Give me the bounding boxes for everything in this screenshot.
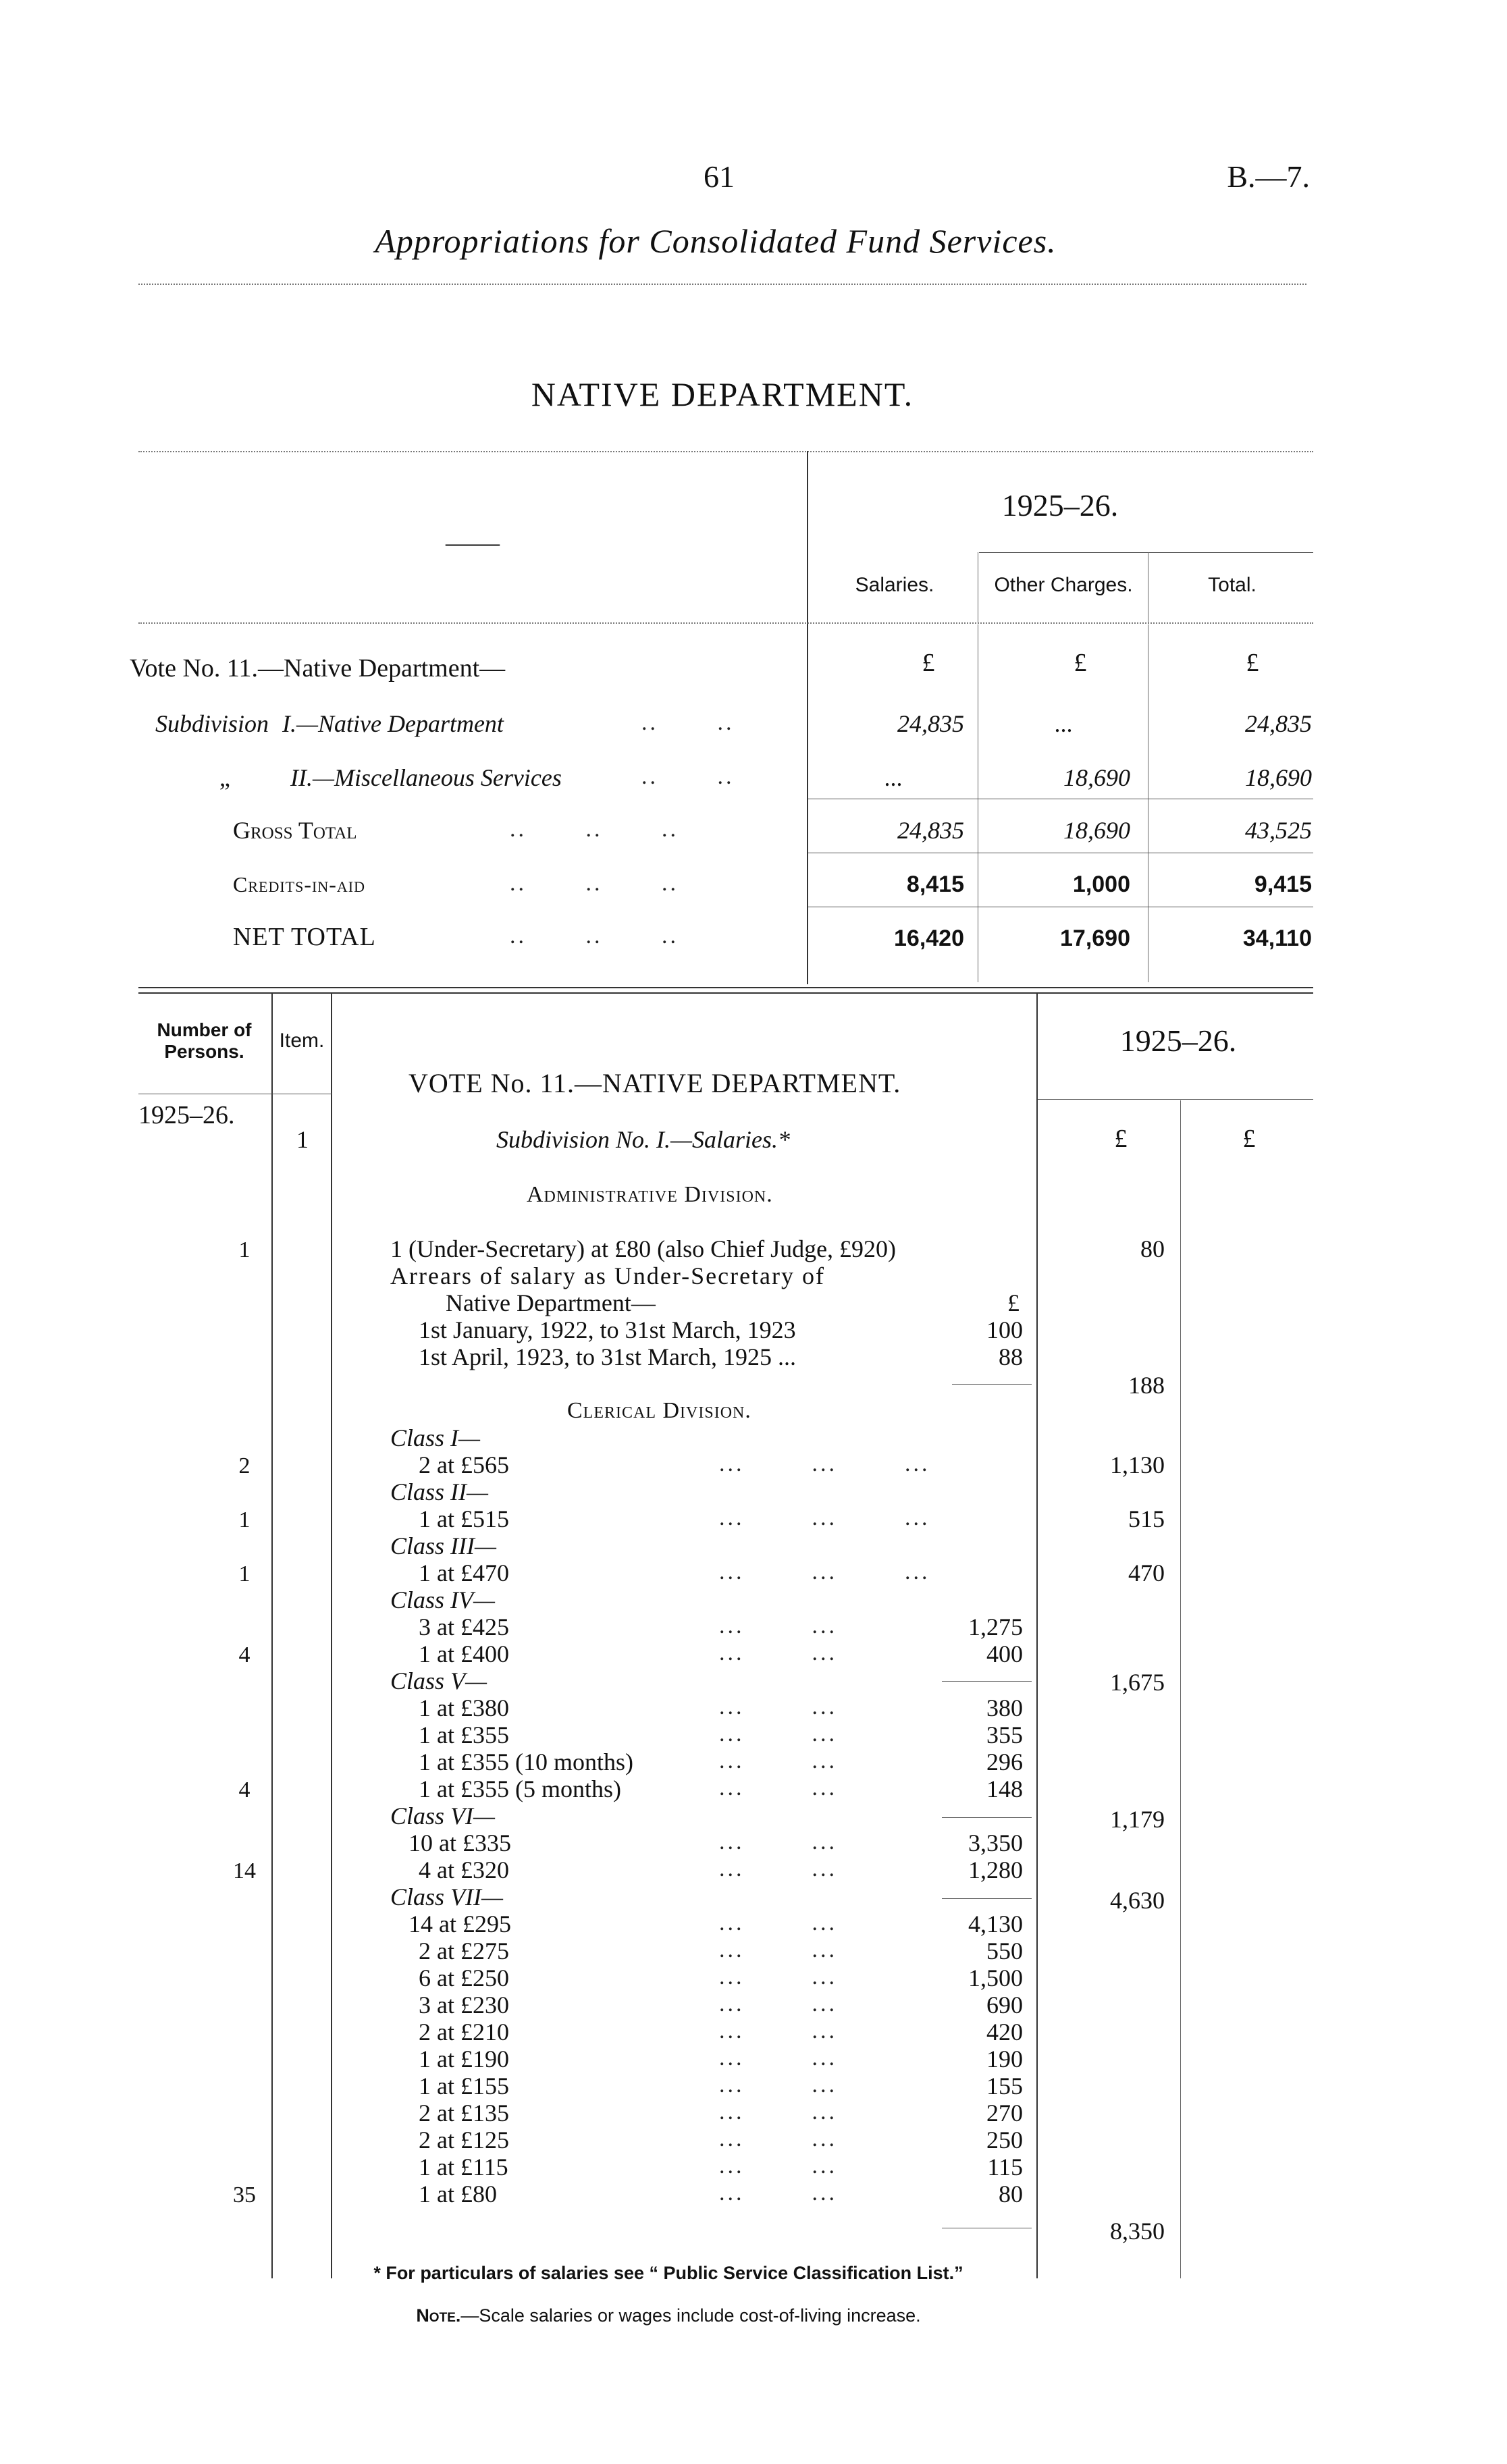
leader-dots: ... ... <box>719 1694 837 1719</box>
paper-reference: B.—7. <box>1227 159 1310 194</box>
detail-top-rule <box>138 992 1313 994</box>
salary-amount: 190 <box>986 2045 1023 2072</box>
summary-total: 34,110 <box>1242 926 1312 951</box>
salary-amount: 250 <box>986 2126 1023 2153</box>
leader-dots: ... ... <box>719 1775 837 1800</box>
vote-title: VOTE No. 11.—NATIVE DEPARTMENT. <box>408 1068 901 1098</box>
class-total: 515 <box>1128 1505 1165 1532</box>
class-heading: Class VII— <box>390 1883 504 1910</box>
summary-total: 9,415 <box>1254 872 1312 897</box>
salary-line: 2 at £210 <box>419 2018 509 2045</box>
salary-amount: 115 <box>987 2153 1023 2180</box>
summary-salaries: ... <box>884 764 903 791</box>
year-header-rule <box>1038 1099 1313 1100</box>
clerical-division-heading: Clerical Division. <box>567 1398 751 1423</box>
leader-dots: ... ... ... <box>719 1505 930 1530</box>
summary-row-label: II.—Miscellaneous Services <box>290 764 562 791</box>
persons-count: 1 <box>238 1237 250 1262</box>
item-divider <box>331 992 332 2278</box>
currency-amount: £ <box>1114 1125 1128 1153</box>
class-total: 470 <box>1128 1559 1165 1586</box>
arrears-currency: £ <box>1007 1289 1020 1316</box>
class-subtotal-rule <box>942 1681 1032 1682</box>
summary-row-label: I.—Native Department <box>282 710 504 737</box>
leader-dots: ... ... <box>719 2045 837 2070</box>
summary-salaries: 24,835 <box>897 817 964 844</box>
summary-other: ... <box>1054 710 1073 737</box>
class-total: 1,675 <box>1110 1669 1165 1696</box>
leader-dots: .. .. .. <box>510 923 679 948</box>
note-text: —Scale salaries or wages include cost-of-living increase. <box>460 2305 921 2326</box>
salary-amount: 355 <box>986 1721 1023 1748</box>
summary-salaries: 8,415 <box>906 872 964 897</box>
currency-other: £ <box>1074 649 1087 677</box>
summary-other: 18,690 <box>1063 764 1130 791</box>
persons-count: 1 <box>238 1507 250 1532</box>
leader-dots: ... ... <box>719 2018 837 2043</box>
salary-line: 1 at £400 <box>419 1640 509 1667</box>
department-title: NATIVE DEPARTMENT. <box>531 375 914 413</box>
salary-line: 1 at £515 <box>419 1505 509 1532</box>
col-number-of-persons: Number of Persons. <box>157 1019 252 1062</box>
leader-dots: ... ... <box>719 1964 837 1989</box>
administrative-division-heading: Administrative Division. <box>527 1182 773 1207</box>
summary-other: 17,690 <box>1060 926 1130 951</box>
arrears-total: 188 <box>1128 1372 1165 1399</box>
arrears-line: Arrears of salary as Under-Secretary of <box>390 1262 825 1289</box>
class-heading: Class VI— <box>390 1802 496 1829</box>
currency-total: £ <box>1242 1125 1256 1153</box>
class-subtotal-rule <box>942 1898 1032 1899</box>
leader-dots: ... ... ... <box>719 1451 930 1476</box>
leader-dots: ... ... <box>719 1829 837 1854</box>
page-number: 61 <box>704 159 735 194</box>
summary-row-prefix: Subdivision <box>155 710 269 737</box>
summary-year-rule <box>979 552 1313 553</box>
leader-dots: ... ... <box>719 1856 837 1881</box>
class-heading: Class V— <box>390 1667 487 1694</box>
salary-amount: 296 <box>986 1748 1023 1775</box>
arrears-total-rule <box>952 1384 1032 1385</box>
salary-line: 14 at £295 <box>408 1910 511 1937</box>
salary-amount: 270 <box>986 2099 1023 2126</box>
leader-dots: ... ... <box>719 2180 837 2205</box>
salary-line: 2 at £125 <box>419 2126 509 2153</box>
currency-salaries: £ <box>922 649 935 677</box>
summary-top-rule <box>138 451 1313 452</box>
class-heading: Class III— <box>390 1532 497 1559</box>
salary-line: 2 at £565 <box>419 1451 509 1478</box>
cost-of-living-note <box>223 2305 1114 2326</box>
salary-line: 2 at £135 <box>419 2099 509 2126</box>
summary-other: 18,690 <box>1063 817 1130 844</box>
leader-dots: ... ... <box>719 1937 837 1962</box>
persons-divider <box>271 992 273 2278</box>
persons-count: 35 <box>233 2182 256 2207</box>
summary-row-prefix: „ <box>219 764 230 791</box>
salary-line: 1 at £190 <box>419 2045 509 2072</box>
credits-in-aid-label: Credits-in-aid <box>233 872 365 896</box>
salary-amount: 155 <box>986 2072 1023 2099</box>
salary-line: 1 at £355 (5 months) <box>419 1775 621 1802</box>
classification-footnote: * For particulars of salaries see “ Public Service Classification List.” <box>373 2263 963 2283</box>
under-secretary-line: 1 (Under-Secretary) at £80 (also Chief Judge, £920) <box>390 1235 897 1262</box>
header-rule <box>138 284 1306 285</box>
arrears-row-amount: 88 <box>999 1343 1023 1370</box>
salary-amount: 80 <box>999 2180 1023 2207</box>
salary-line: 10 at £335 <box>408 1829 511 1856</box>
summary-col-total: Total. <box>1208 574 1257 596</box>
class-total: 1,179 <box>1110 1806 1165 1833</box>
leader-dots: .. .. .. <box>510 871 679 896</box>
salary-line: 4 at £320 <box>419 1856 509 1883</box>
class-total: 8,350 <box>1110 2218 1165 2245</box>
currency-total: £ <box>1246 649 1259 677</box>
summary-total: 18,690 <box>1245 764 1312 791</box>
persons-count: 14 <box>233 1858 256 1883</box>
salary-line: 3 at £425 <box>419 1613 509 1640</box>
summary-total: 43,525 <box>1245 817 1312 844</box>
amount-divider <box>1036 992 1038 2278</box>
summary-salaries: 16,420 <box>894 926 964 951</box>
under-secretary-amount: 80 <box>1140 1235 1165 1262</box>
subdivision-title: Subdivision No. I.—Salaries.* <box>496 1126 791 1153</box>
arrears-row-label: 1st April, 1923, to 31st March, 1925 ... <box>419 1343 796 1370</box>
note-label: Note. <box>416 2305 461 2326</box>
summary-stub-dash: —— <box>446 527 500 558</box>
leader-dots: .. .. <box>641 764 735 789</box>
persons-count: 2 <box>238 1453 250 1478</box>
summary-col-other: Other Charges. <box>994 574 1133 596</box>
class-heading: Class II— <box>390 1478 489 1505</box>
leader-dots: ... ... <box>719 1748 837 1773</box>
salary-amount: 3,350 <box>968 1829 1023 1856</box>
leader-dots: ... ... <box>719 1910 837 1935</box>
salary-line: 1 at £115 <box>419 2153 508 2180</box>
salary-amount: 400 <box>986 1640 1023 1667</box>
class-total: 1,130 <box>1110 1451 1165 1478</box>
leader-dots: ... ... <box>719 2153 837 2178</box>
class-heading: Class I— <box>390 1424 481 1451</box>
leader-dots: ... ... <box>719 1721 837 1746</box>
summary-header-rule <box>138 622 1313 624</box>
persons-year: 1925–26. <box>138 1101 235 1129</box>
salary-amount: 1,280 <box>968 1856 1023 1883</box>
leader-dots: .. .. <box>641 710 735 735</box>
salary-amount: 1,275 <box>968 1613 1023 1640</box>
salary-line: 3 at £230 <box>419 1991 509 2018</box>
class-heading: Class IV— <box>390 1586 496 1613</box>
class-total: 4,630 <box>1110 1887 1165 1914</box>
summary-total: 24,835 <box>1245 710 1312 737</box>
salary-line: 1 at £355 <box>419 1721 509 1748</box>
salary-line: 6 at £250 <box>419 1964 509 1991</box>
salary-line: 1 at £355 (10 months) <box>419 1748 633 1775</box>
gross-total-label: Gross Total <box>233 817 357 844</box>
leader-dots: ... ... <box>719 1613 837 1638</box>
col-item: Item. <box>279 1029 325 1052</box>
salary-line: 1 at £155 <box>419 2072 509 2099</box>
persons-count: 4 <box>238 1777 250 1802</box>
summary-stub-divider <box>807 451 808 984</box>
salary-amount: 1,500 <box>968 1964 1023 1991</box>
leader-dots: ... ... <box>719 1991 837 2016</box>
summary-col-salaries: Salaries. <box>855 574 934 596</box>
class-subtotal-rule <box>942 1817 1032 1818</box>
leader-dots: ... ... ... <box>719 1559 930 1584</box>
leader-dots: ... ... <box>719 2099 837 2124</box>
summary-year: 1925–26. <box>1001 488 1119 523</box>
salary-line: 1 at £380 <box>419 1694 509 1721</box>
salary-amount: 690 <box>986 1991 1023 2018</box>
salary-line: 1 at £80 <box>419 2180 497 2207</box>
summary-other: 1,000 <box>1072 872 1130 897</box>
summary-bottom-rule <box>138 987 1313 988</box>
persons-count: 1 <box>238 1561 250 1586</box>
leader-dots: ... ... <box>719 1640 837 1665</box>
salary-line: 1 at £470 <box>419 1559 509 1586</box>
page-subtitle: Appropriations for Consolidated Fund Services. <box>375 222 1057 260</box>
arrears-row-amount: 100 <box>986 1316 1023 1343</box>
leader-dots: ... ... <box>719 2072 837 2097</box>
salary-amount: 420 <box>986 2018 1023 2045</box>
salary-amount: 4,130 <box>968 1910 1023 1937</box>
total-divider <box>1180 1100 1181 2278</box>
summary-salaries: 24,835 <box>897 710 964 737</box>
salary-amount: 148 <box>986 1775 1023 1802</box>
persons-count: 4 <box>238 1642 250 1667</box>
arrears-line: Native Department— <box>446 1289 656 1316</box>
vote-label: Vote No. 11.—Native Department— <box>130 654 506 682</box>
net-total-label: NET TOTAL <box>233 923 376 951</box>
salary-line: 2 at £275 <box>419 1937 509 1964</box>
leader-dots: ... ... <box>719 2126 837 2151</box>
salary-amount: 550 <box>986 1937 1023 1964</box>
salary-amount: 380 <box>986 1694 1023 1721</box>
arrears-row-label: 1st January, 1922, to 31st March, 1923 <box>419 1316 796 1343</box>
detail-year: 1925–26. <box>1119 1023 1237 1058</box>
item-number: 1 <box>296 1126 309 1153</box>
leader-dots: .. .. .. <box>510 817 679 842</box>
